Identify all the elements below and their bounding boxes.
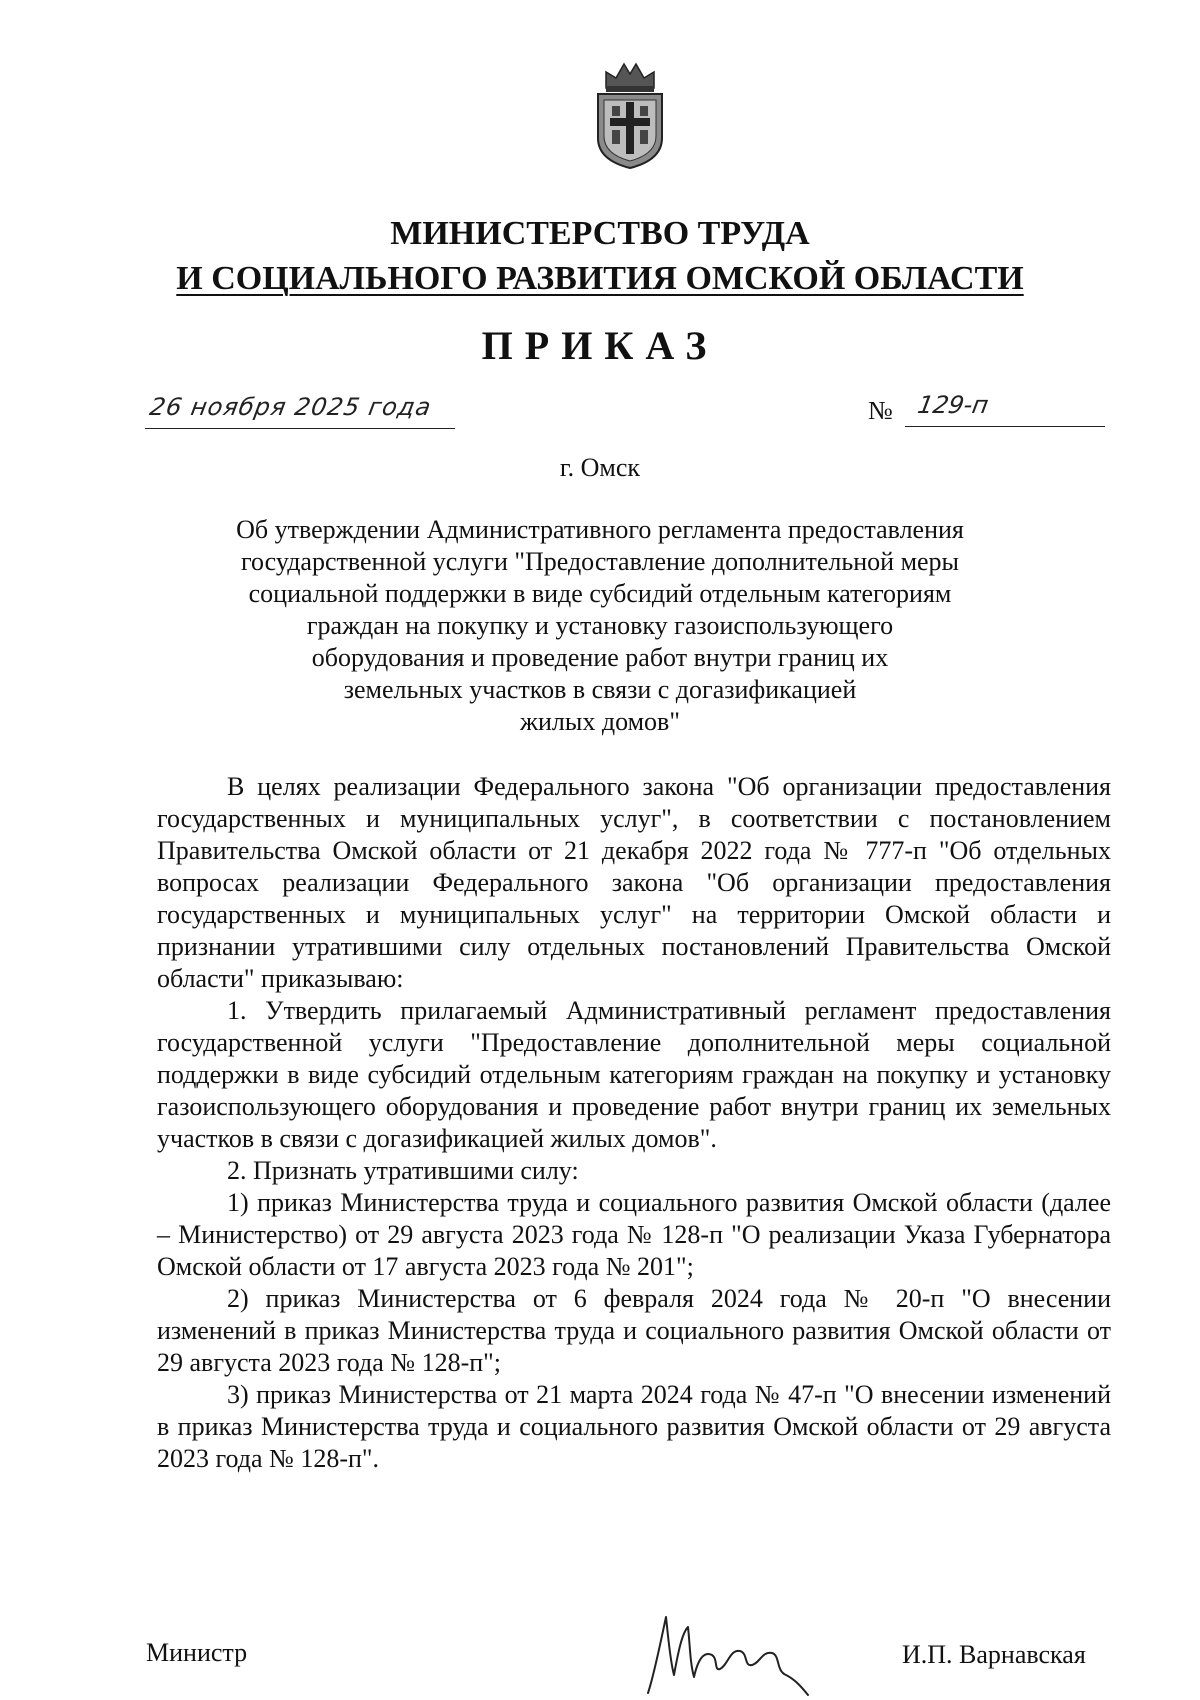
subject-line: социальной поддержки в виде субсидий отдельным категориям: [248, 579, 952, 608]
document-body: [157, 771, 1111, 1475]
date-underline: [145, 428, 455, 429]
subject-line: государственной услуги "Предоставление дополнительной меры: [240, 547, 960, 576]
coat-of-arms-icon: [584, 60, 676, 170]
body-paragraph: 1) приказ Министерства труда и социального развития Омской области (далее – Министерство) от 29 августа 2023 года № 128-п "О реализации Указа Губернатора Омской области от 17 августа 2023 года № 201";: [157, 1188, 1111, 1281]
subject-line: оборудования и проведение работ внутри границ их: [311, 643, 889, 672]
body-paragraph: 1. Утвердить прилагаемый Административный регламент предоставления государственной услуги "Предоставление дополнительной меры социальной поддержки в виде субсидий отдельным категориям граждан на покупку и установку газоиспользующего оборудования и проведение работ внутри границ их земельных участков в связи с догазификацией жилых домов".: [157, 996, 1111, 1153]
document-subject: [200, 514, 1000, 738]
handwritten-number: 129-п: [915, 391, 991, 419]
signer-name: И.П. Варнавская: [902, 1640, 1086, 1669]
subject-line: граждан на покупку и установку газоиспользующего: [306, 611, 894, 640]
body-paragraph: В целях реализации Федерального закона "Об организации предоставления государственных и муниципальных услуг", в соответствии с постановлением Правительства Омской области от 21 декабря 2022 года № 777-п "Об отдельных вопросах реализации Федерального закона "Об организации предоставления государственных и муниципальных услуг" на территории Омской области и признании утратившими силу отдельных постановлений Правительства Омской области" приказываю:: [157, 772, 1111, 993]
city: г. Омск: [559, 453, 641, 482]
ministry-name-line2: И СОЦИАЛЬНОГО РАЗВИТИЯ ОМСКОЙ ОБЛАСТИ: [176, 260, 1024, 297]
number-label: №: [868, 396, 893, 425]
body-paragraph: 2) приказ Министерства от 6 февраля 2024 года № 20-п "О внесении изменений в приказ Министерства труда и социального развития Омской области от 29 августа 2023 года № 128-п";: [157, 1284, 1111, 1377]
subject-line: жилых домов": [520, 707, 680, 736]
handwritten-date: 26 ноября 2025 года: [147, 393, 434, 421]
number-underline: [905, 426, 1105, 427]
ministry-name-line1: МИНИСТЕРСТВО ТРУДА: [390, 215, 810, 252]
subject-line: земельных участков в связи с догазификацией: [343, 675, 857, 704]
body-paragraph: 2. Признать утратившими силу:: [227, 1156, 579, 1185]
signer-title: Министр: [146, 1638, 248, 1667]
document-type-title: ПРИКАЗ: [481, 323, 719, 368]
subject-line: Об утверждении Административного регламента предоставления: [236, 515, 964, 544]
handwritten-signature-icon: [640, 1605, 820, 1700]
body-paragraph: 3) приказ Министерства от 21 марта 2024 года № 47-п "О внесении изменений в приказ Министерства труда и социального развития Омской области от 29 августа 2023 года № 128-п".: [157, 1380, 1111, 1473]
